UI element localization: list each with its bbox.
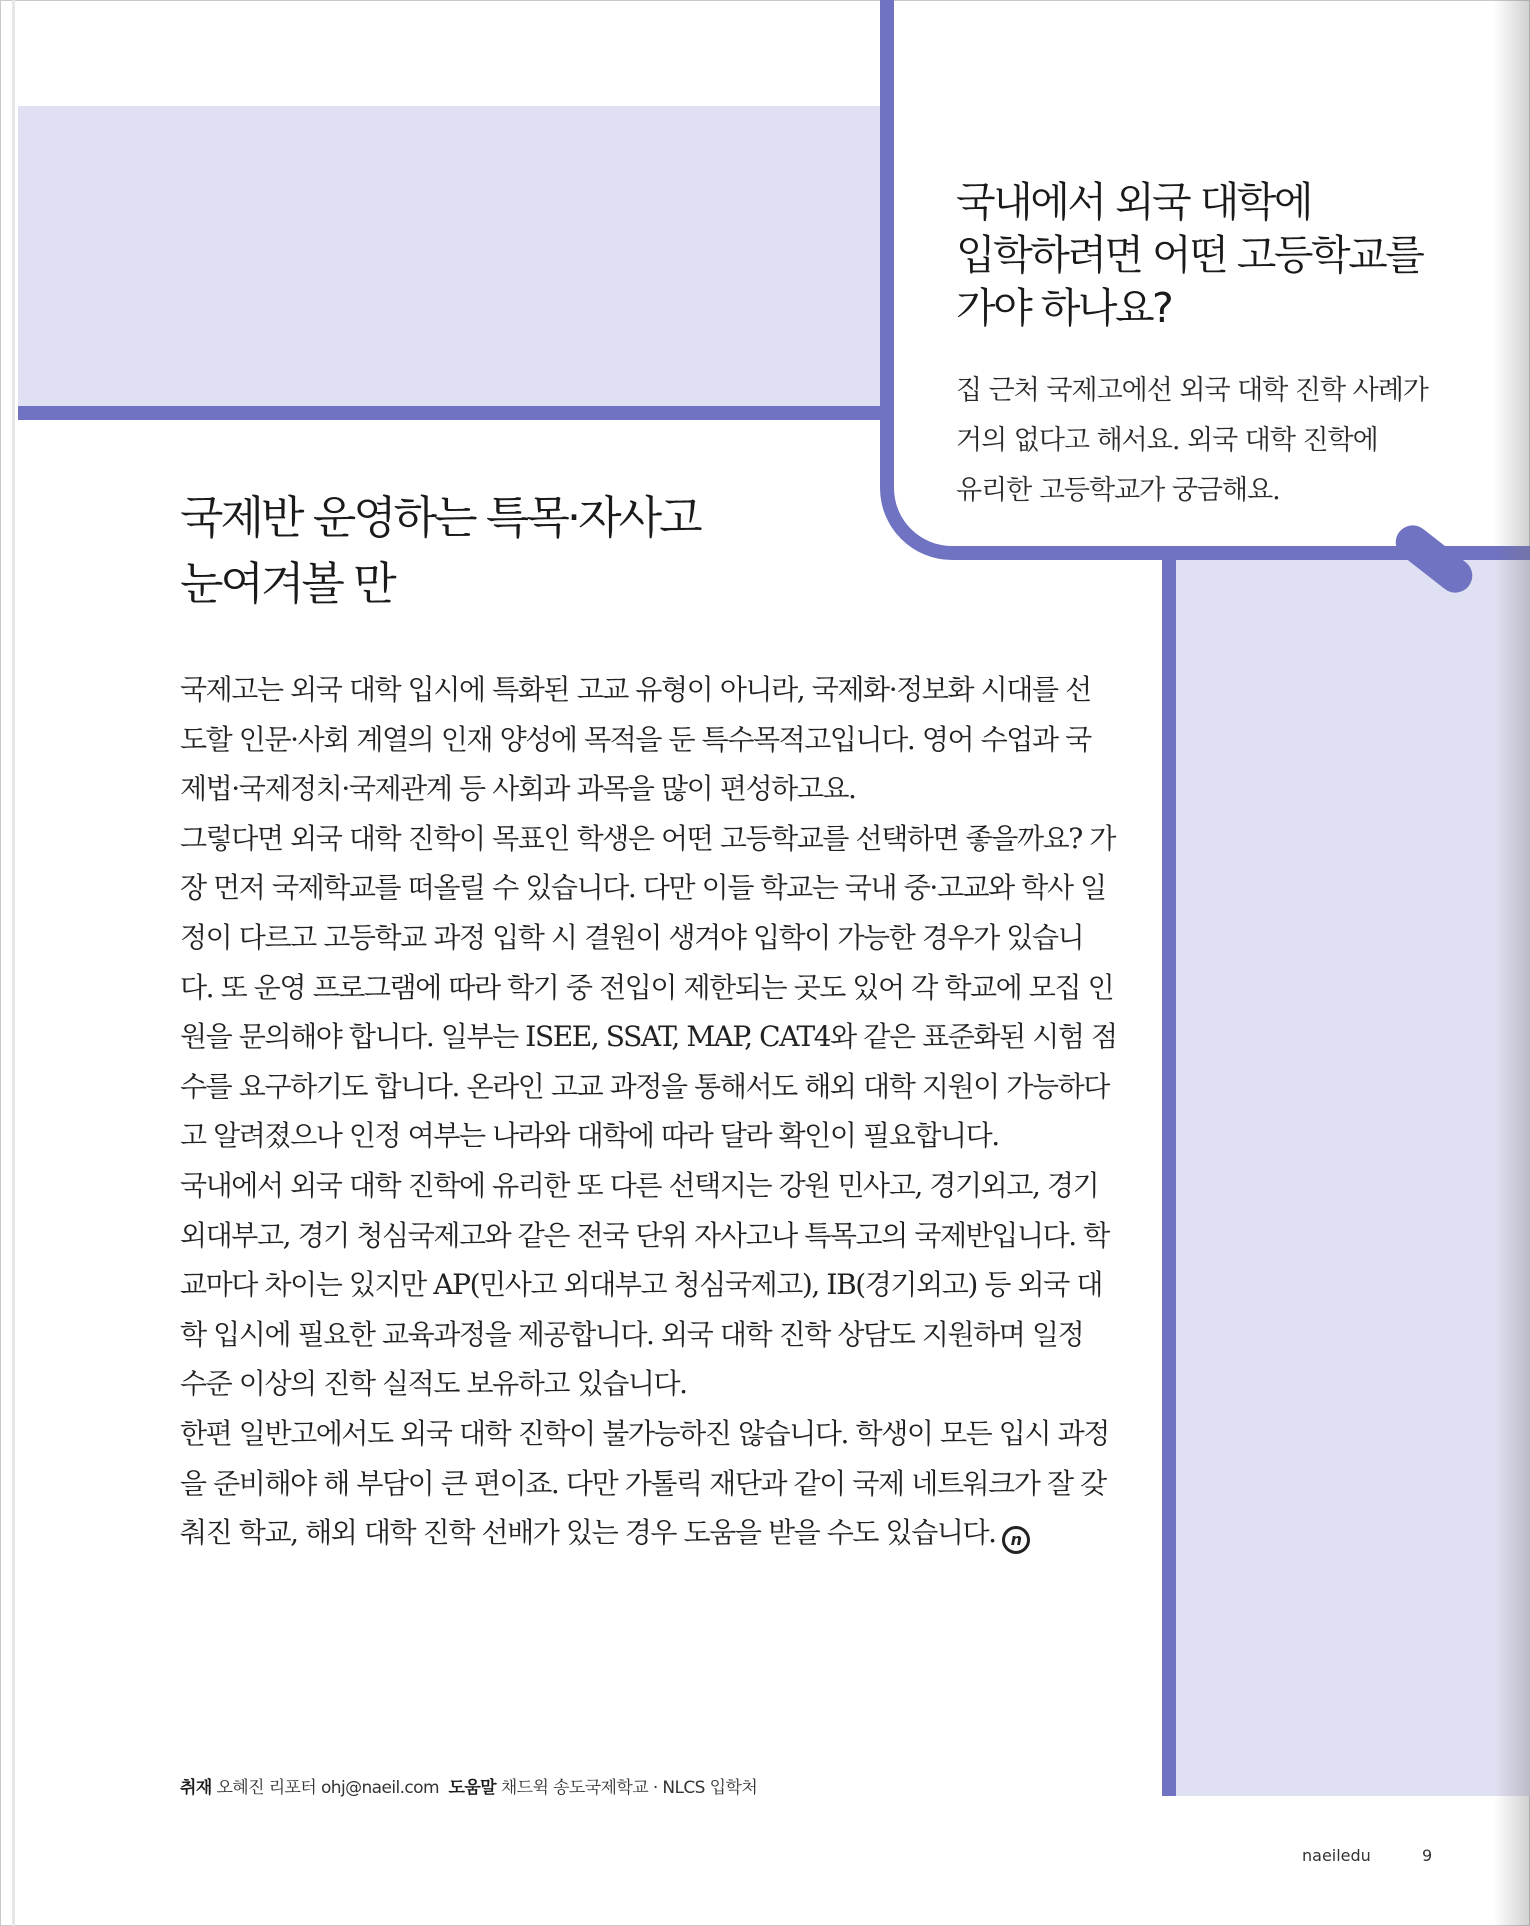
credits-reporting-label: 취재: [180, 1778, 212, 1798]
spine-edge: [12, 0, 15, 1926]
article-line-last: [180, 1508, 1100, 1558]
article-line: 한편 일반고에서도 외국 대학 진학이 불가능하진 않습니다. 학생이 모든 입시 과정: [180, 1416, 1109, 1450]
article-line: 원을 문의해야 합니다. 일부는 ISEE, SSAT, MAP, CAT4와 같은 표준화된 시험 점: [180, 1020, 1117, 1054]
accent-line-vertical-right: [1162, 546, 1176, 1796]
article-line: 그렇다면 외국 대학 진학이 목표인 학생은 어떤 고등학교를 선택하면 좋을까요? 가: [180, 821, 1116, 855]
question-title-line: 국내에서 외국 대학에: [956, 178, 1312, 226]
question-body-line: 유리한 고등학교가 궁금해요.: [956, 475, 1280, 506]
question-title-line: 입학하려면 어떤 고등학교를: [956, 231, 1423, 279]
article-body: [180, 665, 1117, 1558]
credits-help-text: 채드윅 송도국제학교 · NLCS 입학처: [500, 1778, 758, 1798]
end-mark-icon: n: [1002, 1526, 1030, 1554]
article-line: 정이 다르고 고등학교 과정 입학 시 결원이 생겨야 입학이 가능한 경우가 있습니: [180, 920, 1084, 954]
article-line: 국내에서 외국 대학 진학에 유리한 또 다른 선택지는 강원 민사고, 경기외고, 경기: [180, 1168, 1099, 1202]
lavender-panel-top: [18, 106, 884, 406]
page-fold-shadow: [1494, 0, 1530, 1926]
article-line: 제법·국제정치·국제관계 등 사회과 과목을 많이 편성하고요.: [180, 772, 856, 806]
credits-help-label: 도움말: [448, 1778, 496, 1798]
answer-title-line: 눈여겨볼 만: [180, 557, 394, 610]
question-title: [956, 176, 1476, 335]
accent-line-vertical-top: [880, 0, 894, 420]
question-body: [956, 366, 1436, 516]
question-body-line: 거의 없다고 해서요. 외국 대학 진학에: [956, 425, 1378, 456]
article-line: 장 먼저 국제학교를 떠올릴 수 있습니다. 다만 이들 학교는 국내 중·고교와 학사 일: [180, 871, 1106, 905]
answer-title: [180, 485, 880, 617]
question-title-line: 가야 하나요?: [956, 284, 1172, 332]
lavender-panel-right: [1176, 560, 1530, 1796]
article-line: 수준 이상의 진학 실적도 보유하고 있습니다.: [180, 1367, 687, 1401]
article-line: 교마다 차이는 있지만 AP(민사고 외대부고 청심국제고), IB(경기외고) 등 외국 대: [180, 1268, 1102, 1302]
footer-brand: naeiledu: [1302, 1846, 1371, 1865]
page-number: 9: [1422, 1846, 1433, 1865]
answer-title-line: 국제반 운영하는 특목·자사고: [180, 491, 700, 544]
article-line: 다. 또 운영 프로그램에 따라 학기 중 전입이 제한되는 곳도 있어 각 학교에 모집 인: [180, 970, 1114, 1004]
accent-line-horizontal-top: [18, 406, 892, 420]
article-line-text: 춰진 학교, 해외 대학 진학 선배가 있는 경우 도움을 받을 수도 있습니다.: [180, 1516, 996, 1550]
question-body-line: 집 근처 국제고에선 외국 대학 진학 사례가: [956, 375, 1428, 406]
article-line: 외대부고, 경기 청심국제고와 같은 전국 단위 자사고나 특목고의 국제반입니다. 학: [180, 1218, 1109, 1252]
credits-line: [180, 1776, 1080, 1800]
article-line: 학 입시에 필요한 교육과정을 제공합니다. 외국 대학 진학 상담도 지원하며 일정: [180, 1317, 1084, 1351]
article-line: 수를 요구하기도 합니다. 온라인 고교 과정을 통해서도 해외 대학 지원이 가능하다: [180, 1069, 1109, 1103]
article-line: 국제고는 외국 대학 입시에 특화된 고교 유형이 아니라, 국제화·정보화 시대를 선: [180, 673, 1091, 706]
article-line: 고 알려졌으나 인정 여부는 나라와 대학에 따라 달라 확인이 필요합니다.: [180, 1119, 999, 1153]
article-line: 을 준비해야 해 부담이 큰 편이죠. 다만 가톨릭 재단과 같이 국제 네트워크가 잘 갖: [180, 1466, 1106, 1500]
credits-reporting-text: 오혜진 리포터 ohj@naeil.com: [216, 1778, 439, 1798]
article-line: 도할 인문·사회 계열의 인재 양성에 목적을 둔 특수목적고입니다. 영어 수업과 국: [180, 722, 1091, 756]
